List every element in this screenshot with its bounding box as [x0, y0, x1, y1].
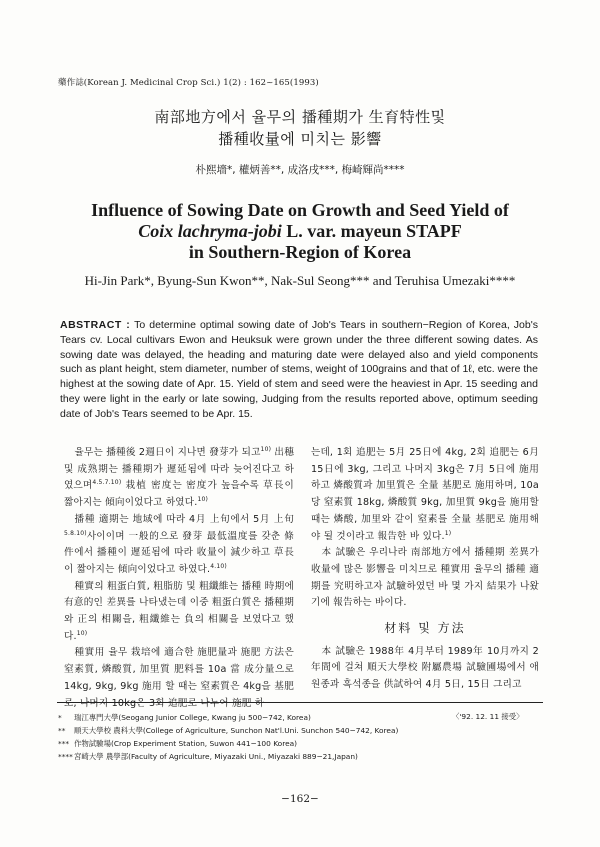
- footnote-1: * 瑞江專門大學(Seogang Junior College, Kwang ju 500−742, Korea): [58, 713, 311, 722]
- korean-authors: 朴熙墻*, 權炳善**, 成洛戌***, 梅崎輝尚****: [195, 164, 405, 176]
- footnotes: [58, 711, 398, 763]
- intro-paragraph-1: 율무는 播種後 2週日이 지나면 發芽가 되고$^{10)}$ 出穗 및 成熟期는 播種期가 遲延됨에 따라 늦어진다고 하였으며$^{4.5.7.10)}$ 栽植 密度는 密度가 높을수록 草長이 짧아지는 傾向이었다고 하였다.$^{10)}$: [64, 445, 294, 509]
- section-heading-materials-methods: 材料 및 方法: [384, 621, 466, 636]
- intro-paragraph-4: 種實用 율무 栽培에 適合한 施肥量과 施肥 方法은 窒素質, 燐酸質, 加里質 肥料를 10a 當 成分量으로 14kg, 9kg, 9kg 施用 할 때는 窒素質은 4kg을 基肥로, 나머지 10kg은 3회 追肥로 나누어 施肥 하: [64, 647, 294, 709]
- intro-paragraph-5: 는데, 1회 追肥는 5月 25日에 4kg, 2회 追肥는 6月 15日에 3kg, 그리고 나머지 3kg은 7月 5日에 施用하고 燐酸質과 加里質은 全量 基肥로 施用하며, 10a 당 窒素質 18kg, 燐酸質 9kg, 加里質 9kg을 施用할 때는 燐酸, 加里와 같이 窒素를 全量 基肥로 施用해야 될 것이라고 報告한 바 있다.$^{1)}$: [311, 447, 539, 542]
- abstract: [60, 318, 538, 422]
- intro-paragraph-6: 本 試驗은 우리나라 南部地方에서 播種期 差異가 收量에 많은 影響을 미치므로 種實用 율무의 播種 適期를 究明하고자 試驗하였던 바 몇 가지 結果가 나왔기에 報告하는 바이다.: [311, 547, 539, 609]
- variety-name: L. var. mayeun STAPF: [281, 221, 462, 241]
- methods-paragraph-1: 本 試驗은 1988年 4月부터 1989年 10月까지 2年間에 걸쳐 順天大學校 附屬農場 試驗圃場에서 애원종과 흑석종을 供試하여 4月 5日, 15日 그리고: [311, 645, 539, 691]
- right-column: [311, 445, 539, 694]
- abstract-text: To determine optimal sowing date of Job's Tears in southern−Region of Korea, Job's Tears cv. Local cultivars Ewon and Heuksuk were grown under the three different sowing dates. As sowing date was delayed, the heading and maturing date were delayed also and yield components such as plant height, stem diameter, number of stems, weight of 100grains and that of 1ℓ, etc. were the highest at the sowing date of Apr. 15. Yield of stem and seed were the heaviest in Apr. 15 seeding and they were light in the early or late sowing, Judging from the results reported above, optimum seeding date of Job's Tears seemed to be Apr. 15.: [60, 319, 538, 420]
- intro-paragraph-2: 播種 適期는 地域에 따라 4月 上旬에서 5月 上旬$^{5.8.10)}$사이이며 一般的으로 發芽 最低溫度를 갖춘 條件에서 播種이 遲延됨에 따라 收量이 減少하고 草長이 짧아지는 傾向이었다고 하였다.$^{4.10)}$: [64, 513, 294, 575]
- english-title-line-3: in Southern-Region of Korea: [188, 242, 412, 262]
- english-authors: Hi-Jin Park*, Byung-Sun Kwon**, Nak-Sul Seong*** and Teruhisa Umezaki****: [84, 273, 516, 288]
- abstract-label: ABSTRACT :: [60, 319, 131, 331]
- footnote-3: *** 作物試驗場(Crop Experiment Station, Suwon 441−100 Korea): [58, 739, 298, 748]
- footnote-4: ****宮崎大學 農學部(Faculty of Agriculture, Miyazaki Uni., Miyazaki 889−21,Japan): [58, 752, 358, 761]
- journal-citation: 藥作誌(Korean J. Medicinal Crop Sci.) 1(2) : 162~165(1993): [58, 78, 319, 88]
- species-name: Coix lachryma-jobi: [138, 221, 282, 241]
- left-column: [64, 445, 294, 712]
- english-title-line-2: [0, 221, 600, 242]
- footnote-divider: [57, 702, 543, 703]
- korean-title-line-1: 南部地方에서 율무의 播種期가 生育特性및: [154, 108, 446, 126]
- received-date: 〈'92. 12. 11 接受〉: [452, 712, 524, 721]
- footnote-2: ** 順天大學校 農科大學(College of Agriculture, Sunchon Nat'l.Uni. Sunchon 540−742, Korea): [58, 726, 399, 735]
- intro-paragraph-3: 種實의 粗蛋白質, 粗脂肪 및 粗纖維는 播種 時期에 有意的인 差異를 나타냈는데 이중 粗蛋白質은 播種期와 正의 相關을, 粗纖維는 負의 相關을 보였다고 했다.$^{10)}$: [64, 580, 294, 642]
- english-title-line-1: Influence of Sowing Date on Growth and Seed Yield of: [91, 200, 509, 220]
- korean-title-line-2: 播種收量에 미치는 影響: [218, 130, 382, 148]
- page-number: −162−: [281, 793, 319, 805]
